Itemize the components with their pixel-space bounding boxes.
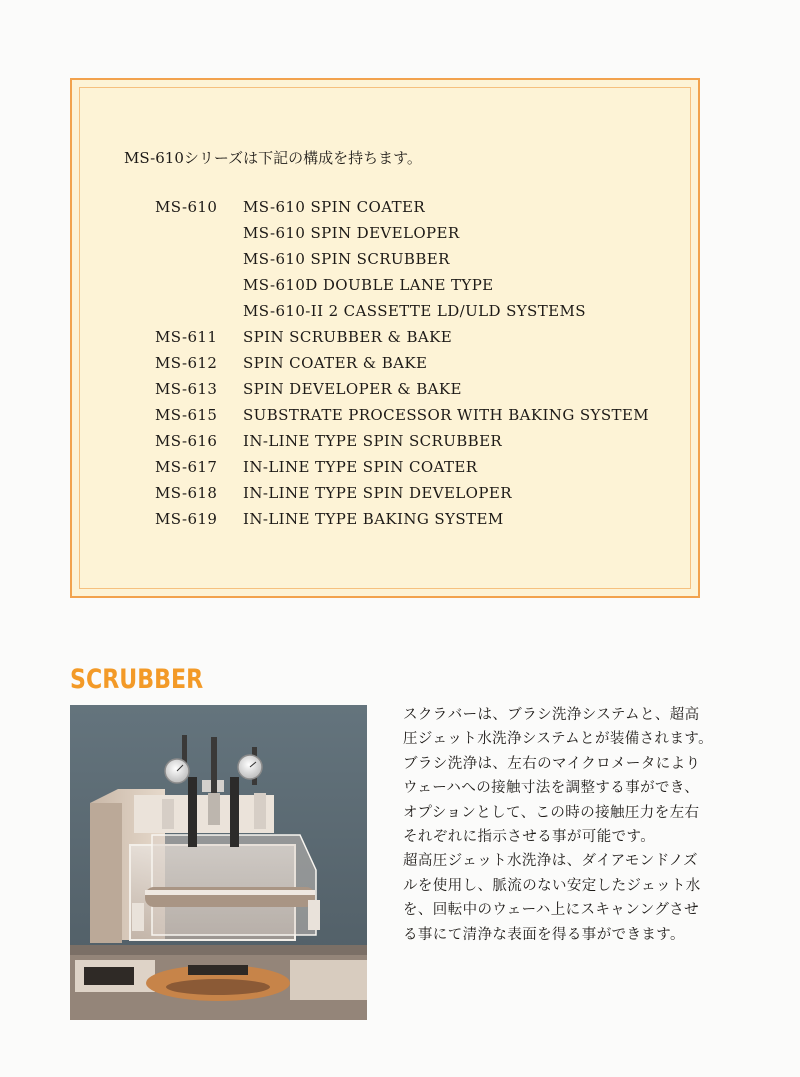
model-row xyxy=(155,276,675,302)
scrubber-machine-photo xyxy=(70,705,367,1020)
model-description: MS-610 SPIN DEVELOPER xyxy=(243,224,460,242)
model-row xyxy=(155,250,675,276)
model-code: MS-615 xyxy=(155,406,218,424)
model-code: MS-610 xyxy=(155,198,218,216)
model-code: MS-616 xyxy=(155,432,218,450)
model-row xyxy=(155,328,675,354)
model-code: MS-611 xyxy=(155,328,218,346)
model-description: MS-610D DOUBLE LANE TYPE xyxy=(243,276,494,294)
description-line: を、回転中のウェーハ上にスキャンングさせ xyxy=(403,902,700,919)
model-row xyxy=(155,354,675,380)
description-line: 超高圧ジェット水洗浄は、ダイアモンドノズ xyxy=(403,853,698,870)
model-description: IN-LINE TYPE SPIN SCRUBBER xyxy=(243,432,503,450)
description-line: オプションとして、この時の接触圧力を左右 xyxy=(403,804,700,821)
model-row xyxy=(155,458,675,484)
description-line: ウェーハへの接触寸法を調整する事ができ、 xyxy=(403,780,700,797)
description-line: る事にて清浄な表面を得る事ができます。 xyxy=(403,926,685,943)
scrubber-heading: SCRUBBER xyxy=(70,664,204,695)
description-line: スクラバーは、ブラシ洗浄システムと、超高 xyxy=(403,707,700,723)
description-line: それぞれに指示させる事が可能です。 xyxy=(403,829,656,846)
model-code: MS-612 xyxy=(155,354,218,372)
model-row xyxy=(155,380,675,406)
model-description: MS-610-II 2 CASSETTE LD/ULD SYSTEMS xyxy=(243,302,586,320)
model-description: MS-610 SPIN COATER xyxy=(243,198,426,216)
description-line: ブラシ洗浄は、左右のマイクロメータにより xyxy=(403,755,701,772)
model-description: IN-LINE TYPE SPIN DEVELOPER xyxy=(243,484,512,502)
model-description: IN-LINE TYPE BAKING SYSTEM xyxy=(243,510,504,528)
model-row xyxy=(155,406,675,432)
scrubber-description xyxy=(403,703,713,947)
model-code: MS-613 xyxy=(155,380,218,398)
model-row xyxy=(155,224,675,250)
model-code: MS-619 xyxy=(155,510,218,528)
series-intro: MS-610シリーズは下記の構成を持ちます。 xyxy=(124,149,422,167)
model-row xyxy=(155,510,675,536)
model-description: SUBSTRATE PROCESSOR WITH BAKING SYSTEM xyxy=(243,406,650,424)
model-description: MS-610 SPIN SCRUBBER xyxy=(243,250,450,268)
model-row xyxy=(155,484,675,510)
model-code: MS-618 xyxy=(155,484,218,502)
model-code: MS-617 xyxy=(155,458,218,476)
model-row xyxy=(155,198,675,224)
model-description: IN-LINE TYPE SPIN COATER xyxy=(243,458,478,476)
model-description: SPIN COATER & BAKE xyxy=(243,354,428,372)
description-line: ルを使用し、脈流のない安定したジェット水 xyxy=(403,877,701,894)
description-line: 圧ジェット水洗浄システムとが装備されます。 xyxy=(403,731,713,748)
model-list xyxy=(155,198,675,536)
model-description: SPIN SCRUBBER & BAKE xyxy=(243,328,453,346)
model-description: SPIN DEVELOPER & BAKE xyxy=(243,380,462,398)
model-row xyxy=(155,302,675,328)
model-row xyxy=(155,432,675,458)
